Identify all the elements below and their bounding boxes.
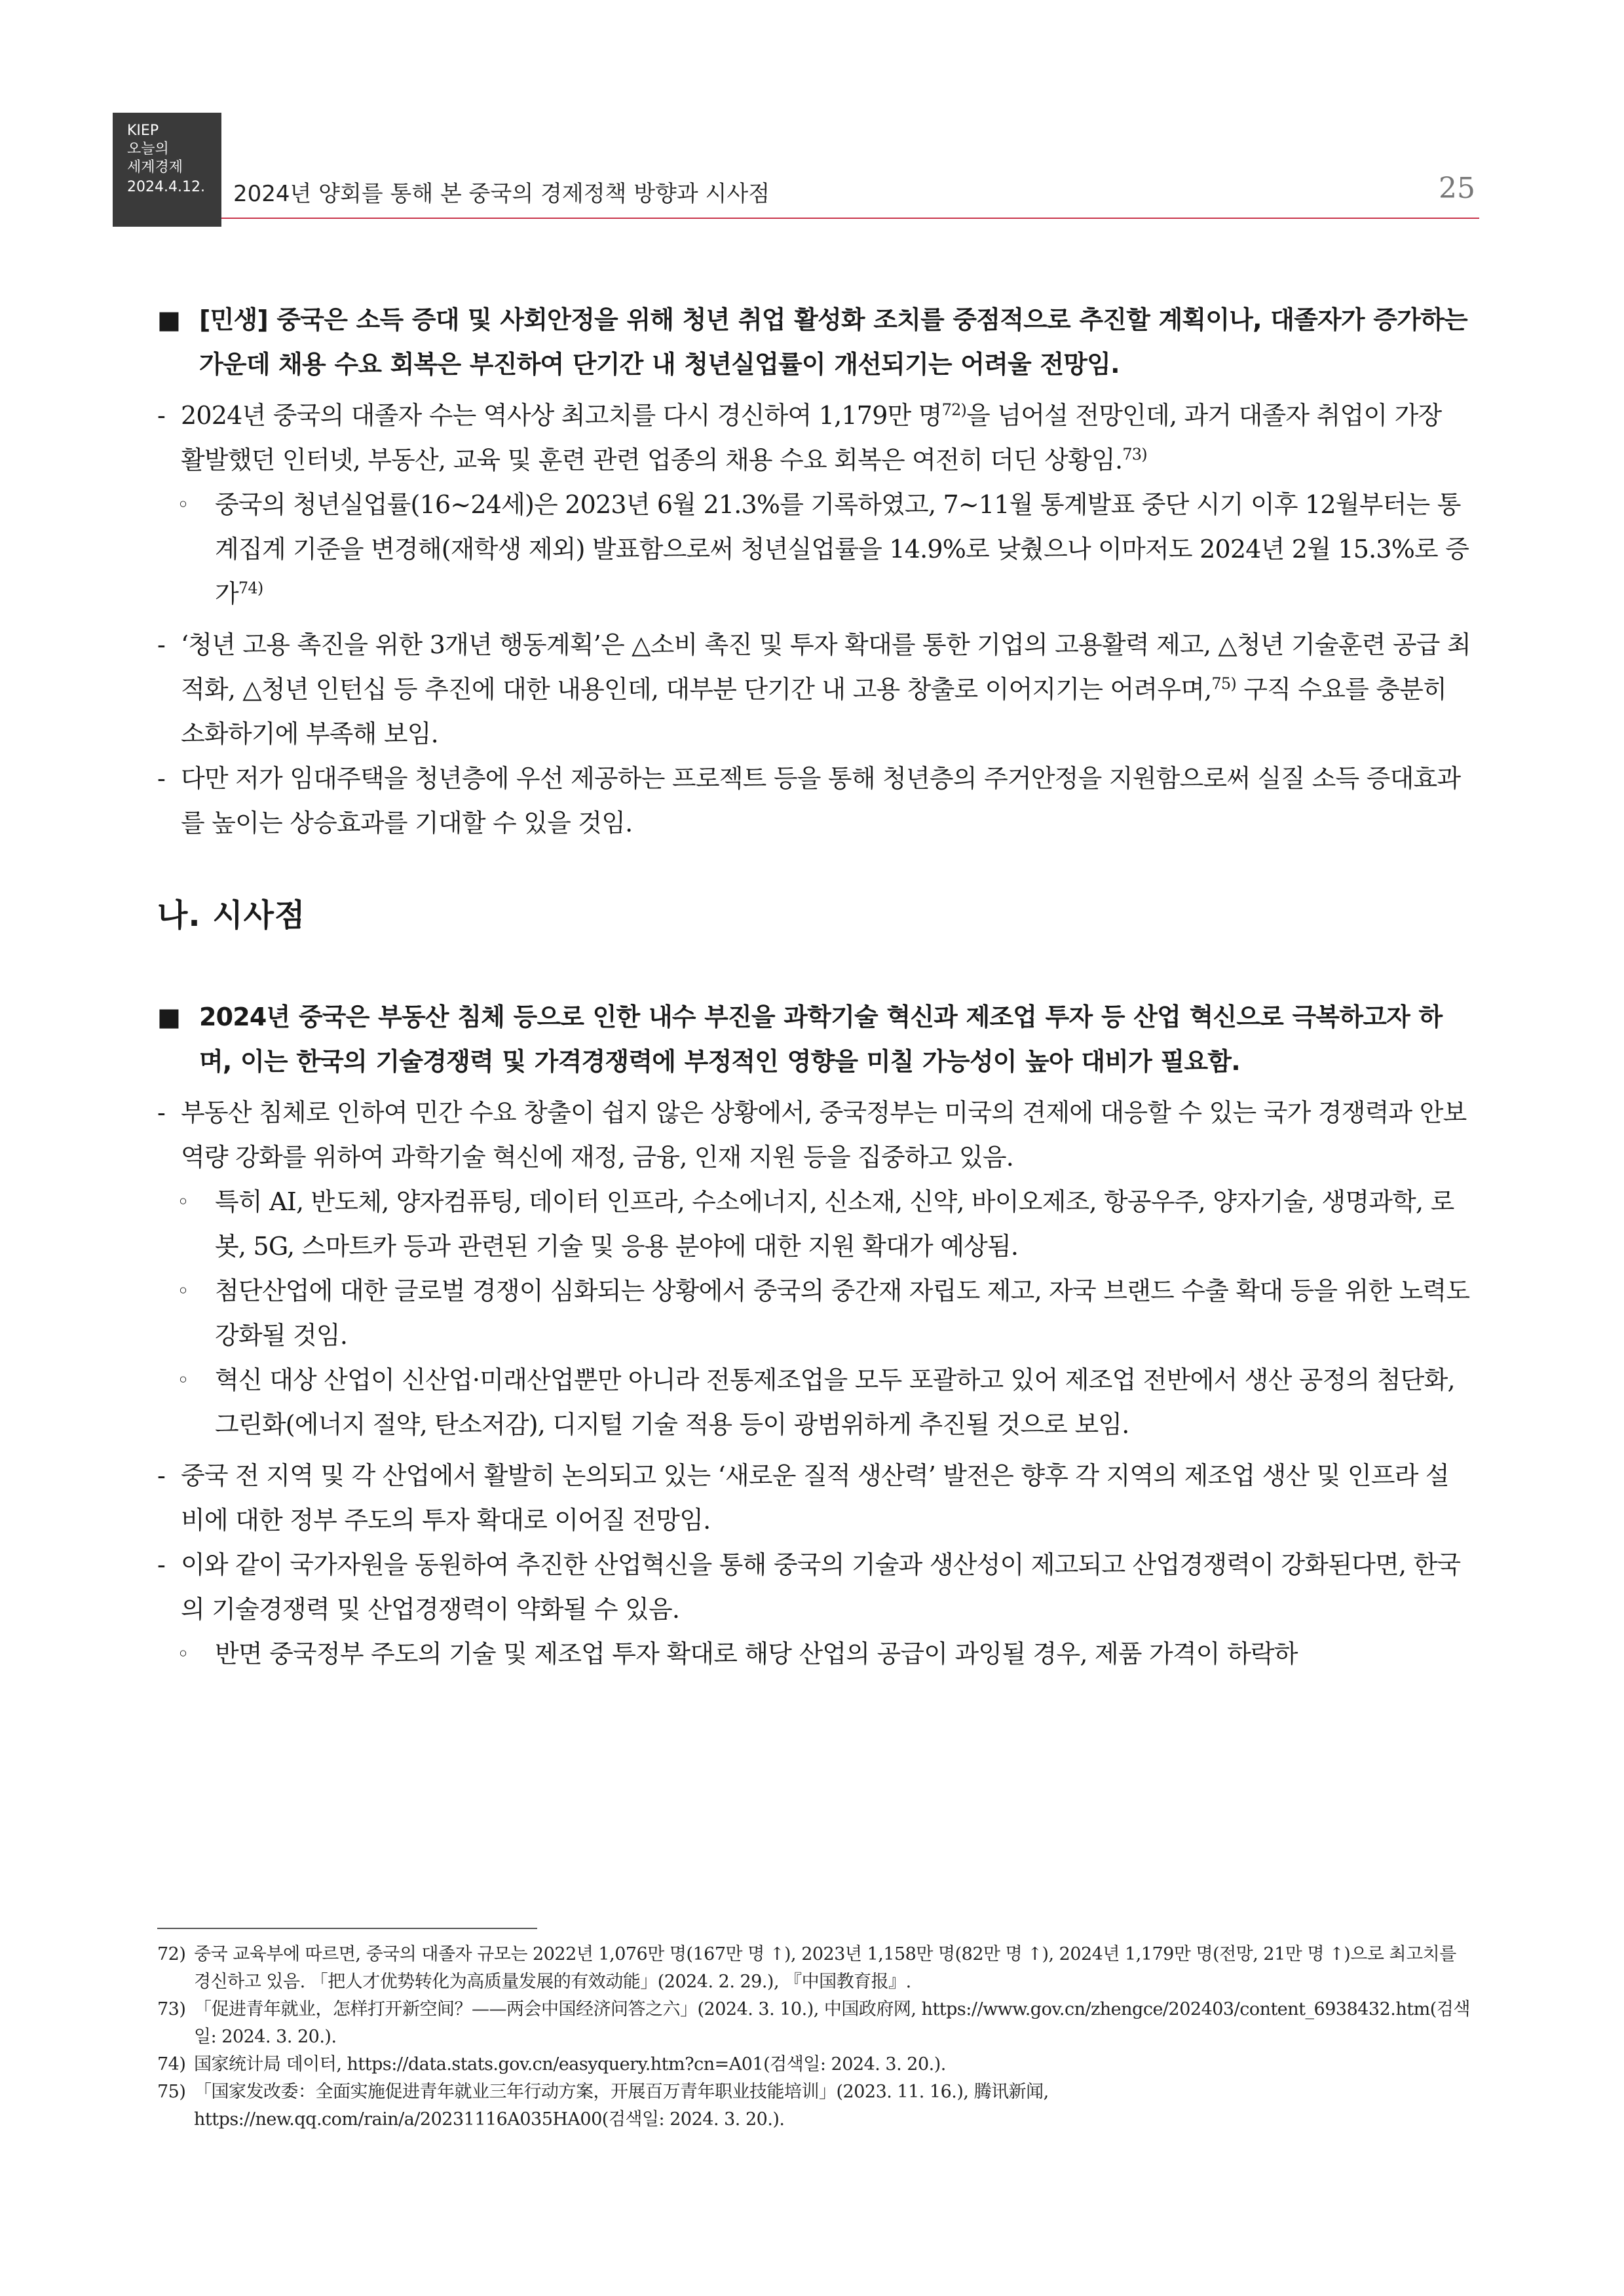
circle-bullet-icon: ◦ [177,1641,189,1666]
footnote-divider [157,1928,537,1929]
publication-badge [113,113,221,227]
footnote-number: 73) [157,1999,186,2019]
footnote-text: 国家统计局 데이터, https://data.stats.gov.cn/easyquery.htm?cn=A01(검색일: 2024. 3. 20.). [194,2054,946,2075]
dash-marker: - [157,401,166,430]
circle-bullet-icon: ◦ [177,1368,189,1392]
section1-bullet-text: [민생] 중국은 소득 증대 및 사회안정을 위해 청년 취업 활성화 조치를 중점적으로 추진할 계획이나, 대졸자가 증가하는 가운데 채용 수요 회복은 부진하여 단기간 내 청년실업률이 개선되기는 어려울 전망임. [199,305,1467,379]
footnote-text: 중국 교육부에 따르면, 중국의 대졸자 규모는 2022년 1,076만 명(167만 명 ↑), 2023년 1,158만 명(82만 명 ↑), 2024년 1,179만 명(전망, 21만 명 ↑)으로 최고치를 경신하고 있음. 「把人才优势转化为高质量发展的有效动能」(2024. 2. 29.), 『中国教育报』. [194,1944,1456,1992]
page-number: 25 [1439,172,1475,205]
badge-date: 2024.4.12. [127,179,205,195]
circle-bullet-icon: ◦ [177,1189,189,1214]
section1-dash-3 [157,756,1471,845]
section1-dash-2-text-b: 구직 수요를 충분히 소화하기에 부족해 보임. [181,675,1447,748]
footnote-72 [157,1941,1471,1996]
circle-bullet-icon: ◦ [177,1278,189,1303]
footnote-ref-74: 74) [238,579,263,598]
section2-dash-1-text: 부동산 침체로 인하여 민간 수요 창출이 쉽지 않은 상황에서, 중국정부는 미국의 견제에 대응할 수 있는 국가 경쟁력과 안보역량 강화를 위하여 과학기술 혁신에 재정, 금융, 인재 지원 등을 집중하고 있음. [181,1098,1467,1172]
footnotes [157,1941,1471,2133]
section1-dash-1-text-a: 2024년 중국의 대졸자 수는 역사상 최고치를 다시 경신하여 1,179만 명 [181,401,942,430]
header-divider [221,218,1479,219]
section2-bullet [157,995,1471,1084]
circle-bullet-icon: ◦ [177,492,189,517]
badge-line-2: 오늘의 [127,141,169,157]
badge-kiep: KIEP [127,123,159,139]
footnote-74 [157,2051,1471,2078]
section2-sub-1-text: 특히 AI, 반도체, 양자컴퓨팅, 데이터 인프라, 수소에너지, 신소재, 신약, 바이오제조, 항공우주, 양자기술, 생명과학, 로봇, 5G, 스마트카 등과 관련된 기술 및 응용 분야에 대한 지원 확대가 예상됨. [215,1187,1454,1261]
section1-dash-3-text: 다만 저가 임대주택을 청년층에 우선 제공하는 프로젝트 등을 통해 청년층의 주거안정을 지원함으로써 실질 소득 증대효과를 높이는 상승효과를 기대할 수 있을 것임. [181,764,1461,837]
section2-dash-2 [157,1453,1471,1542]
section1-dash-2-text-a: ‘청년 고용 촉진을 위한 3개년 행동계획’은 △소비 촉진 및 투자 확대를 통한 기업의 고용활력 제고, △청년 기술훈련 공급 최적화, △청년 인턴십 등 추진에 대한 내용인데, 대부분 단기간 내 고용 창출로 이어지기는 어려우며, [181,630,1471,704]
footnote-text: 「国家发改委：全面实施促进青年就业三年行动方案，开展百万青年职业技能培训」(2023. 11. 16.), 腾讯新闻, https://new.qq.com/rain/a/20231116A035HA00(검색일: 2024. 3. 20.). [194,2082,1049,2130]
square-bullet-icon: ■ [157,305,181,334]
section2-dash-3-text: 이와 같이 국가자원을 동원하여 추진한 산업혁신을 통해 중국의 기술과 생산성이 제고되고 산업경쟁력이 강화된다면, 한국의 기술경쟁력 및 산업경쟁력이 약화될 수 있음. [181,1550,1461,1624]
section2-bullet-text: 2024년 중국은 부동산 침체 등으로 인한 내수 부진을 과학기술 혁신과 제조업 투자 등 산업 혁신으로 극복하고자 하며, 이는 한국의 기술경쟁력 및 가격경쟁력에 부정적인 영향을 미칠 가능성이 높아 대비가 필요함. [199,1003,1443,1076]
dash-marker: - [157,1461,166,1490]
section2-sub-2-text: 첨단산업에 대한 글로벌 경쟁이 심화되는 상황에서 중국의 중간재 자립도 제고, 자국 브랜드 수출 확대 등을 위한 노력도 강화될 것임. [215,1276,1470,1350]
footnote-ref-72: 72) [941,400,967,419]
dash-marker: - [157,630,166,659]
section2-sub-4 [157,1632,1471,1676]
section1-bullet [157,297,1471,387]
section-heading: 나. 시사점 [157,897,306,934]
section2-dash-1 [157,1090,1471,1179]
dash-marker: - [157,764,166,793]
main-content [157,297,1471,1676]
footnote-number: 74) [157,2054,186,2075]
footnote-ref-75: 75) [1211,674,1236,693]
section2-dash-3 [157,1542,1471,1632]
square-bullet-icon: ■ [157,1003,181,1031]
section1-dash-1 [157,393,1471,482]
section1-sub-1 [157,482,1471,616]
section2-dash-2-text: 중국 전 지역 및 각 산업에서 활발히 논의되고 있는 ‘새로운 질적 생산력’ 발전은 향후 각 지역의 제조업 생산 및 인프라 설비에 대한 정부 주도의 투자 확대로 이어질 전망임. [181,1461,1449,1535]
running-header-title: 2024년 양회를 통해 본 중국의 경제정책 방향과 시사점 [233,181,770,207]
section2-sub-3-text: 혁신 대상 산업이 신산업·미래산업뿐만 아니라 전통제조업을 모두 포괄하고 있어 제조업 전반에서 생산 공정의 첨단화, 그린화(에너지 절약, 탄소저감), 디지털 기술 적용 등이 광범위하게 추진될 것으로 보임. [215,1366,1455,1439]
section1-dash-1-text-b: 을 넘어설 전망인데, 과거 대졸자 취업이 가장 활발했던 인터넷, 부동산, 교육 및 훈련 관련 업종의 채용 수요 회복은 여전히 더딘 상황임. [181,401,1442,474]
dash-marker: - [157,1098,166,1127]
footnote-75 [157,2078,1471,2133]
footnote-number: 72) [157,1944,186,1964]
section2-sub-1 [157,1179,1471,1269]
section2-sub-2 [157,1269,1471,1358]
section1-sub-1-text: 중국의 청년실업률(16~24세)은 2023년 6월 21.3%를 기록하였고, 7~11월 통계발표 중단 시기 이후 12월부터는 통계집계 기준을 변경해(재학생 제외) 발표함으로써 청년실업률을 14.9%로 낮췄으나 이마저도 2024년 2월 15.3%로 증가 [215,490,1469,608]
section1-dash-2 [157,622,1471,756]
badge-line-3: 세계경제 [127,159,183,176]
footnote-73 [157,1996,1471,2051]
section2-sub-4-text: 반면 중국정부 주도의 기술 및 제조업 투자 확대로 해당 산업의 공급이 과잉될 경우, 제품 가격이 하락하 [215,1639,1298,1668]
footnote-ref-73: 73) [1122,445,1147,464]
section2-sub-3 [157,1358,1471,1447]
footnote-number: 75) [157,2082,186,2102]
footnote-text: 「促进青年就业，怎样打开新空间？——两会中国经济问答之六」(2024. 3. 10.), 中国政府网, https://www.gov.cn/zhengce/202403/content_6938432.htm(검색일: 2024. 3. 20.). [194,1999,1470,2047]
dash-marker: - [157,1550,166,1579]
